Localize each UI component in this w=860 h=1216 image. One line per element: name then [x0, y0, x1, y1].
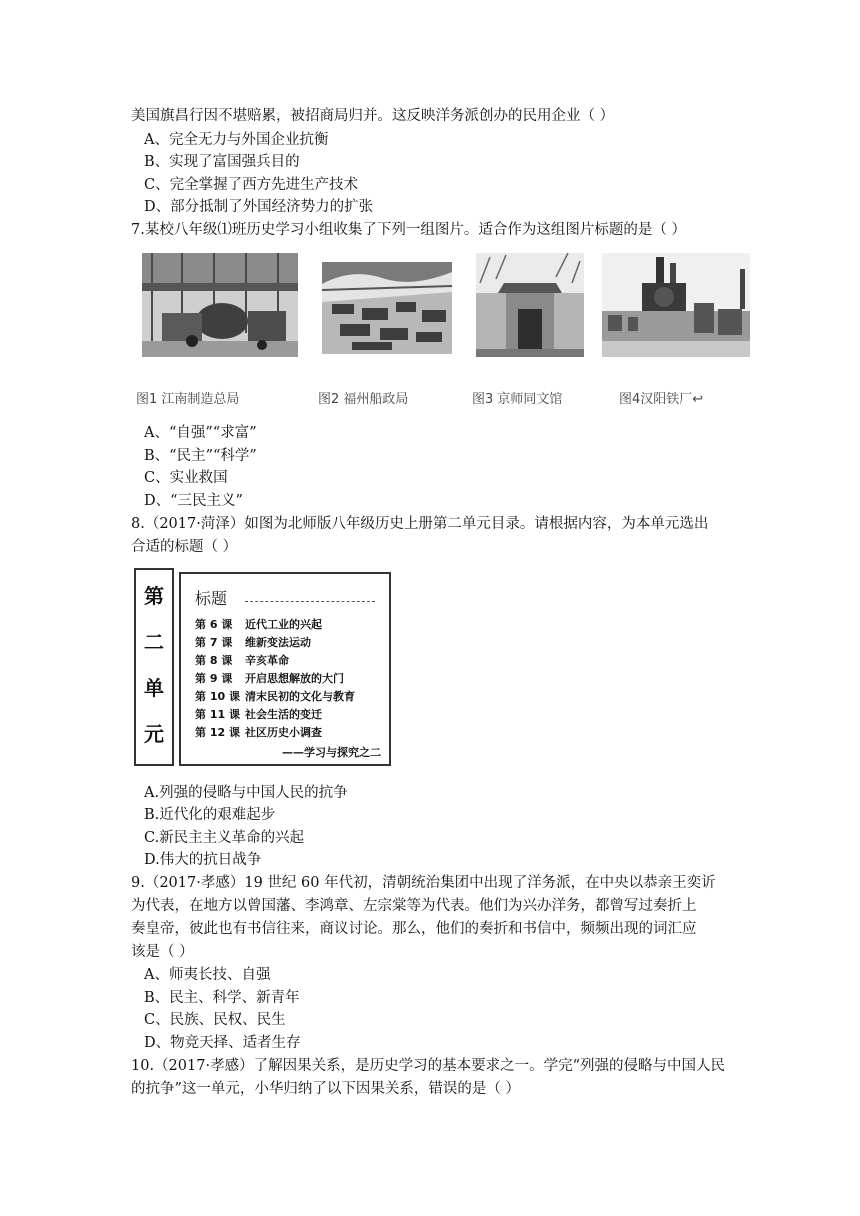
q7-option-c: C、实业救国	[144, 470, 228, 486]
q9-option-b: B、民主、科学、新青年	[144, 990, 300, 1006]
q8-option-b: B.近代化的艰难起步	[144, 807, 276, 823]
q10-stem-line1: 10.（2017·孝感）了解因果关系，是历史学习的基本要求之一。学完“列强的侵略与中国人民	[131, 1058, 725, 1074]
q9-stem-line2: 为代表，在地方以曾国藩、李鸿章、左宗棠等为代表。他们为兴办洋务，都曾写过奏折上	[131, 898, 697, 914]
q9-stem-line3: 奏皇帝，彼此也有书信往来，商议讨论。那么，他们的奏折和书信中，频频出现的词汇应	[131, 921, 697, 937]
q8-toc-title: 标题	[195, 589, 228, 608]
q8-toc-side-char-3: 单	[144, 676, 164, 700]
q8-toc-row: 第 6 课 近代工业的兴起	[195, 618, 322, 631]
q7-photo-jiangnan-arsenal	[142, 253, 298, 357]
q8-toc-title-blank	[245, 601, 375, 602]
q7-stem: 7.某校八年级⑴班历史学习小组收集了下列一组图片。适合作为这组图片标题的是（ ）	[131, 222, 686, 238]
q9-option-a: A、师夷长技、自强	[144, 967, 271, 983]
q8-option-d: D.伟大的抗日战争	[144, 852, 262, 868]
q9-stem-line4: 该是（ ）	[131, 944, 194, 960]
q9-stem-line1: 9.（2017·孝感）19 世纪 60 年代初，清朝统治集团中出现了洋务派，在中央以恭亲王奕䜣	[131, 875, 716, 891]
q8-toc-unit-label	[134, 568, 174, 766]
q7-caption-2: 图2 福州船政局	[318, 392, 409, 407]
q8-toc-box	[179, 572, 391, 766]
q7-caption-3: 图3 京师同文馆	[472, 392, 563, 407]
q6-option-a: A、完全无力与外国企业抗衡	[144, 132, 329, 148]
q7-caption-1: 图1 江南制造总局	[136, 392, 240, 407]
q8-stem-line1: 8.（2017·菏泽）如图为北师版八年级历史上册第二单元目录。请根据内容，为本单元选出	[131, 516, 709, 532]
q7-option-d: D、“三民主义”	[144, 493, 243, 509]
q7-photo-fuzhou-navy-yard	[322, 262, 452, 354]
q8-toc-row: 第 8 课 辛亥革命	[195, 654, 289, 667]
q8-stem-line2: 合适的标题（ ）	[131, 539, 238, 555]
q8-toc-row: 第 12 课 社区历史小调查	[195, 726, 322, 739]
q6-stem-end: 美国旗昌行因不堪赔累，被招商局归并。这反映洋务派创办的民用企业（ ）	[131, 108, 615, 124]
q8-toc-row: 第 11 课 社会生活的变迁	[195, 708, 322, 721]
q8-toc-row: 第 9 课 开启思想解放的大门	[195, 672, 344, 685]
q7-caption-4: 图4汉阳铁厂↩	[619, 392, 704, 407]
q8-toc-row: 第 7 课 维新变法运动	[195, 636, 311, 649]
q7-option-b: B、“民主”“科学”	[144, 448, 257, 464]
q8-toc-row: 第 10 课 清末民初的文化与教育	[195, 690, 355, 703]
q6-option-c: C、完全掌握了西方先进生产技术	[144, 177, 359, 193]
q9-option-c: C、民族、民权、民生	[144, 1012, 286, 1028]
q7-photo-tongwen-guan	[476, 253, 584, 357]
q7-photo-hanyang-ironworks	[602, 253, 750, 357]
q10-stem-line2: 的抗争”这一单元，小华归纳了以下因果关系，错误的是（ ）	[131, 1081, 521, 1097]
q8-toc-side-char-4: 元	[144, 722, 164, 746]
q6-option-d: D、部分抵制了外国经济势力的扩张	[144, 199, 374, 215]
q8-option-c: C.新民主主义革命的兴起	[144, 830, 305, 846]
q8-toc-footer: ——学习与探究之二	[282, 746, 381, 759]
q9-option-d: D、物竞天择、适者生存	[144, 1035, 301, 1051]
q7-option-a: A、“自强”“求富”	[144, 425, 257, 441]
q6-option-b: B、实现了富国强兵目的	[144, 154, 300, 170]
q8-toc-side-char-2: 二	[144, 630, 164, 654]
q8-option-a: A.列强的侵略与中国人民的抗争	[144, 785, 348, 801]
q8-toc-side-char-1: 第	[144, 584, 164, 608]
